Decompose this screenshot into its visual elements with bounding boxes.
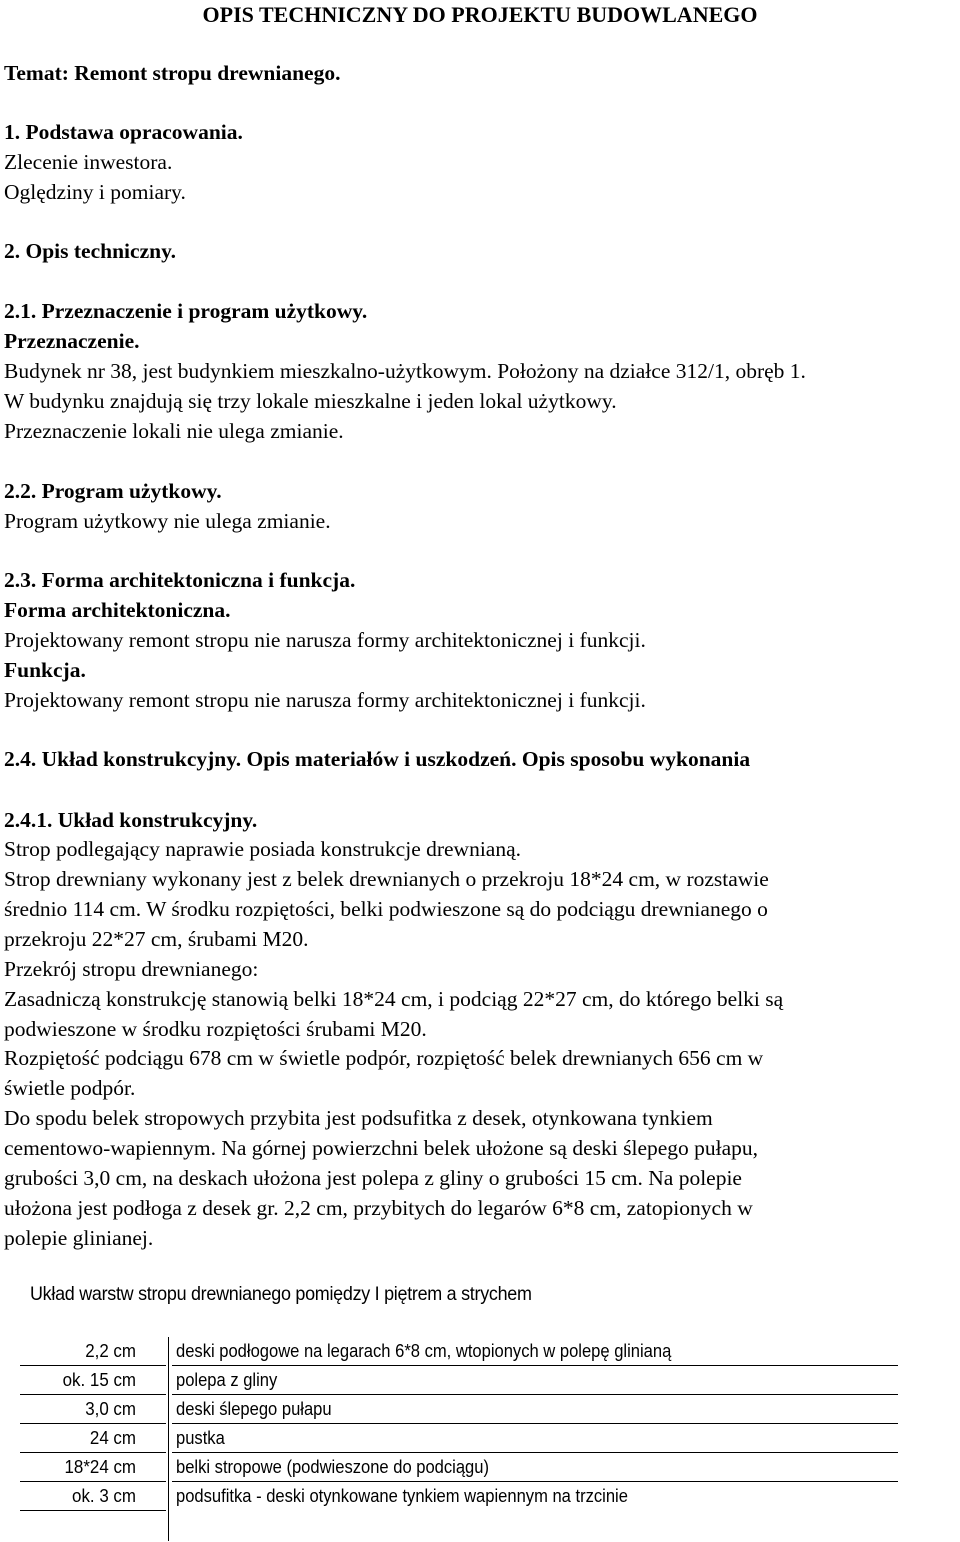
text-line: Do spodu belek stropowych przybita jest podsufitka z desek, otynkowana tynkiem: [4, 1106, 713, 1130]
layer-thickness: 24 cm: [89, 1428, 136, 1448]
text-line: Przekrój stropu drewnianego:: [4, 957, 259, 981]
text-line: Budynek nr 38, jest budynkiem mieszkalno-użytkowym. Położony na działce 312/1, obręb 1.: [4, 359, 806, 383]
layer-row: [20, 1366, 900, 1395]
section-2-4-heading: 2.4. Układ konstrukcyjny. Opis materiałów i uszkodzeń. Opis sposobu wykonania: [4, 747, 751, 771]
text-line: przekroju 22*27 cm, śrubami M20.: [4, 927, 309, 951]
text-line: podwieszone w środku rozpiętości śrubami M20.: [4, 1017, 427, 1041]
section-2-4-1-heading: 2.4.1. Układ konstrukcyjny.: [4, 808, 258, 832]
text-line: Program użytkowy nie ulega zmianie.: [4, 509, 331, 533]
layer-thickness: 2,2 cm: [85, 1341, 136, 1361]
layer-description: polepa z gliny: [176, 1370, 278, 1390]
layer-description: belki stropowe (podwieszone do podciągu): [176, 1457, 490, 1477]
topic-line: Temat: Remont stropu drewnianego.: [4, 61, 341, 85]
layer-thickness: 18*24 cm: [64, 1457, 136, 1477]
layer-row: [20, 1337, 900, 1366]
text-line: świetle podpór.: [4, 1076, 136, 1100]
text-line: Strop drewniany wykonany jest z belek drewnianych o przekroju 18*24 cm, w rozstawie: [4, 867, 769, 891]
layer-description: deski ślepego pułapu: [176, 1399, 332, 1419]
layer-row: [20, 1424, 900, 1453]
text-line: polepie glinianej.: [4, 1226, 154, 1250]
layers-caption: Układ warstw stropu drewnianego pomiędzy I piętrem a strychem: [30, 1283, 532, 1305]
text-line: ułożona jest podłoga z desek gr. 2,2 cm, przybitych do legarów 6*8 cm, zatopionych w: [4, 1196, 753, 1220]
text-line: Projektowany remont stropu nie narusza formy architektonicznej i funkcji.: [4, 628, 646, 652]
layer-row: [20, 1482, 900, 1511]
text-line: Zasadniczą konstrukcję stanowią belki 18*24 cm, i podciąg 22*27 cm, do którego belki są: [4, 987, 784, 1011]
text-line: grubości 3,0 cm, na deskach ułożona jest polepa z gliny o grubości 15 cm. Na polepie: [4, 1166, 742, 1190]
section-2-3-heading: 2.3. Forma architektoniczna i funkcja.: [4, 568, 356, 592]
layer-description: podsufitka - deski otynkowane tynkiem wapiennym na trzcinie: [176, 1486, 628, 1506]
layer-description: deski podłogowe na legarach 6*8 cm, wtopionych w polepę glinianą: [176, 1341, 672, 1361]
text-line: W budynku znajdują się trzy lokale mieszkalne i jeden lokal użytkowy.: [4, 389, 617, 413]
section-1-heading: 1. Podstawa opracowania.: [4, 120, 243, 144]
text-line: Oględziny i pomiary.: [4, 180, 186, 204]
text-line: średnio 114 cm. W środku rozpiętości, belki podwieszone są do podciągu drewnianego o: [4, 897, 768, 921]
row-divider: [20, 1510, 166, 1511]
subsection-heading: Funkcja.: [4, 658, 86, 682]
layer-row: [20, 1395, 900, 1424]
section-2-2-heading: 2.2. Program użytkowy.: [4, 479, 222, 503]
text-line: cementowo-wapiennym. Na górnej powierzchni belek ułożone są deski ślepego pułapu,: [4, 1136, 759, 1160]
layers-table: [20, 1337, 900, 1541]
layer-thickness: 3,0 cm: [85, 1399, 136, 1419]
subsection-heading: Przeznaczenie.: [4, 329, 140, 353]
text-line: Strop podlegający naprawie posiada konstrukcje drewnianą.: [4, 837, 522, 861]
document-title: OPIS TECHNICZNY DO PROJEKTU BUDOWLANEGO: [202, 2, 758, 27]
text-line: Projektowany remont stropu nie narusza formy architektonicznej i funkcji.: [4, 688, 646, 712]
text-line: Rozpiętość podciągu 678 cm w świetle podpór, rozpiętość belek drewnianych 656 cm w: [4, 1046, 764, 1070]
layer-row: [20, 1453, 900, 1482]
section-2-heading: 2. Opis techniczny.: [4, 239, 177, 263]
text-line: Zlecenie inwestora.: [4, 150, 173, 174]
layer-thickness: ok. 15 cm: [62, 1370, 137, 1390]
layer-thickness: ok. 3 cm: [72, 1486, 136, 1506]
layer-description: pustka: [176, 1428, 225, 1448]
section-2-1-heading: 2.1. Przeznaczenie i program użytkowy.: [4, 299, 368, 323]
subsection-heading: Forma architektoniczna.: [4, 598, 231, 622]
text-line: Przeznaczenie lokali nie ulega zmianie.: [4, 419, 344, 443]
